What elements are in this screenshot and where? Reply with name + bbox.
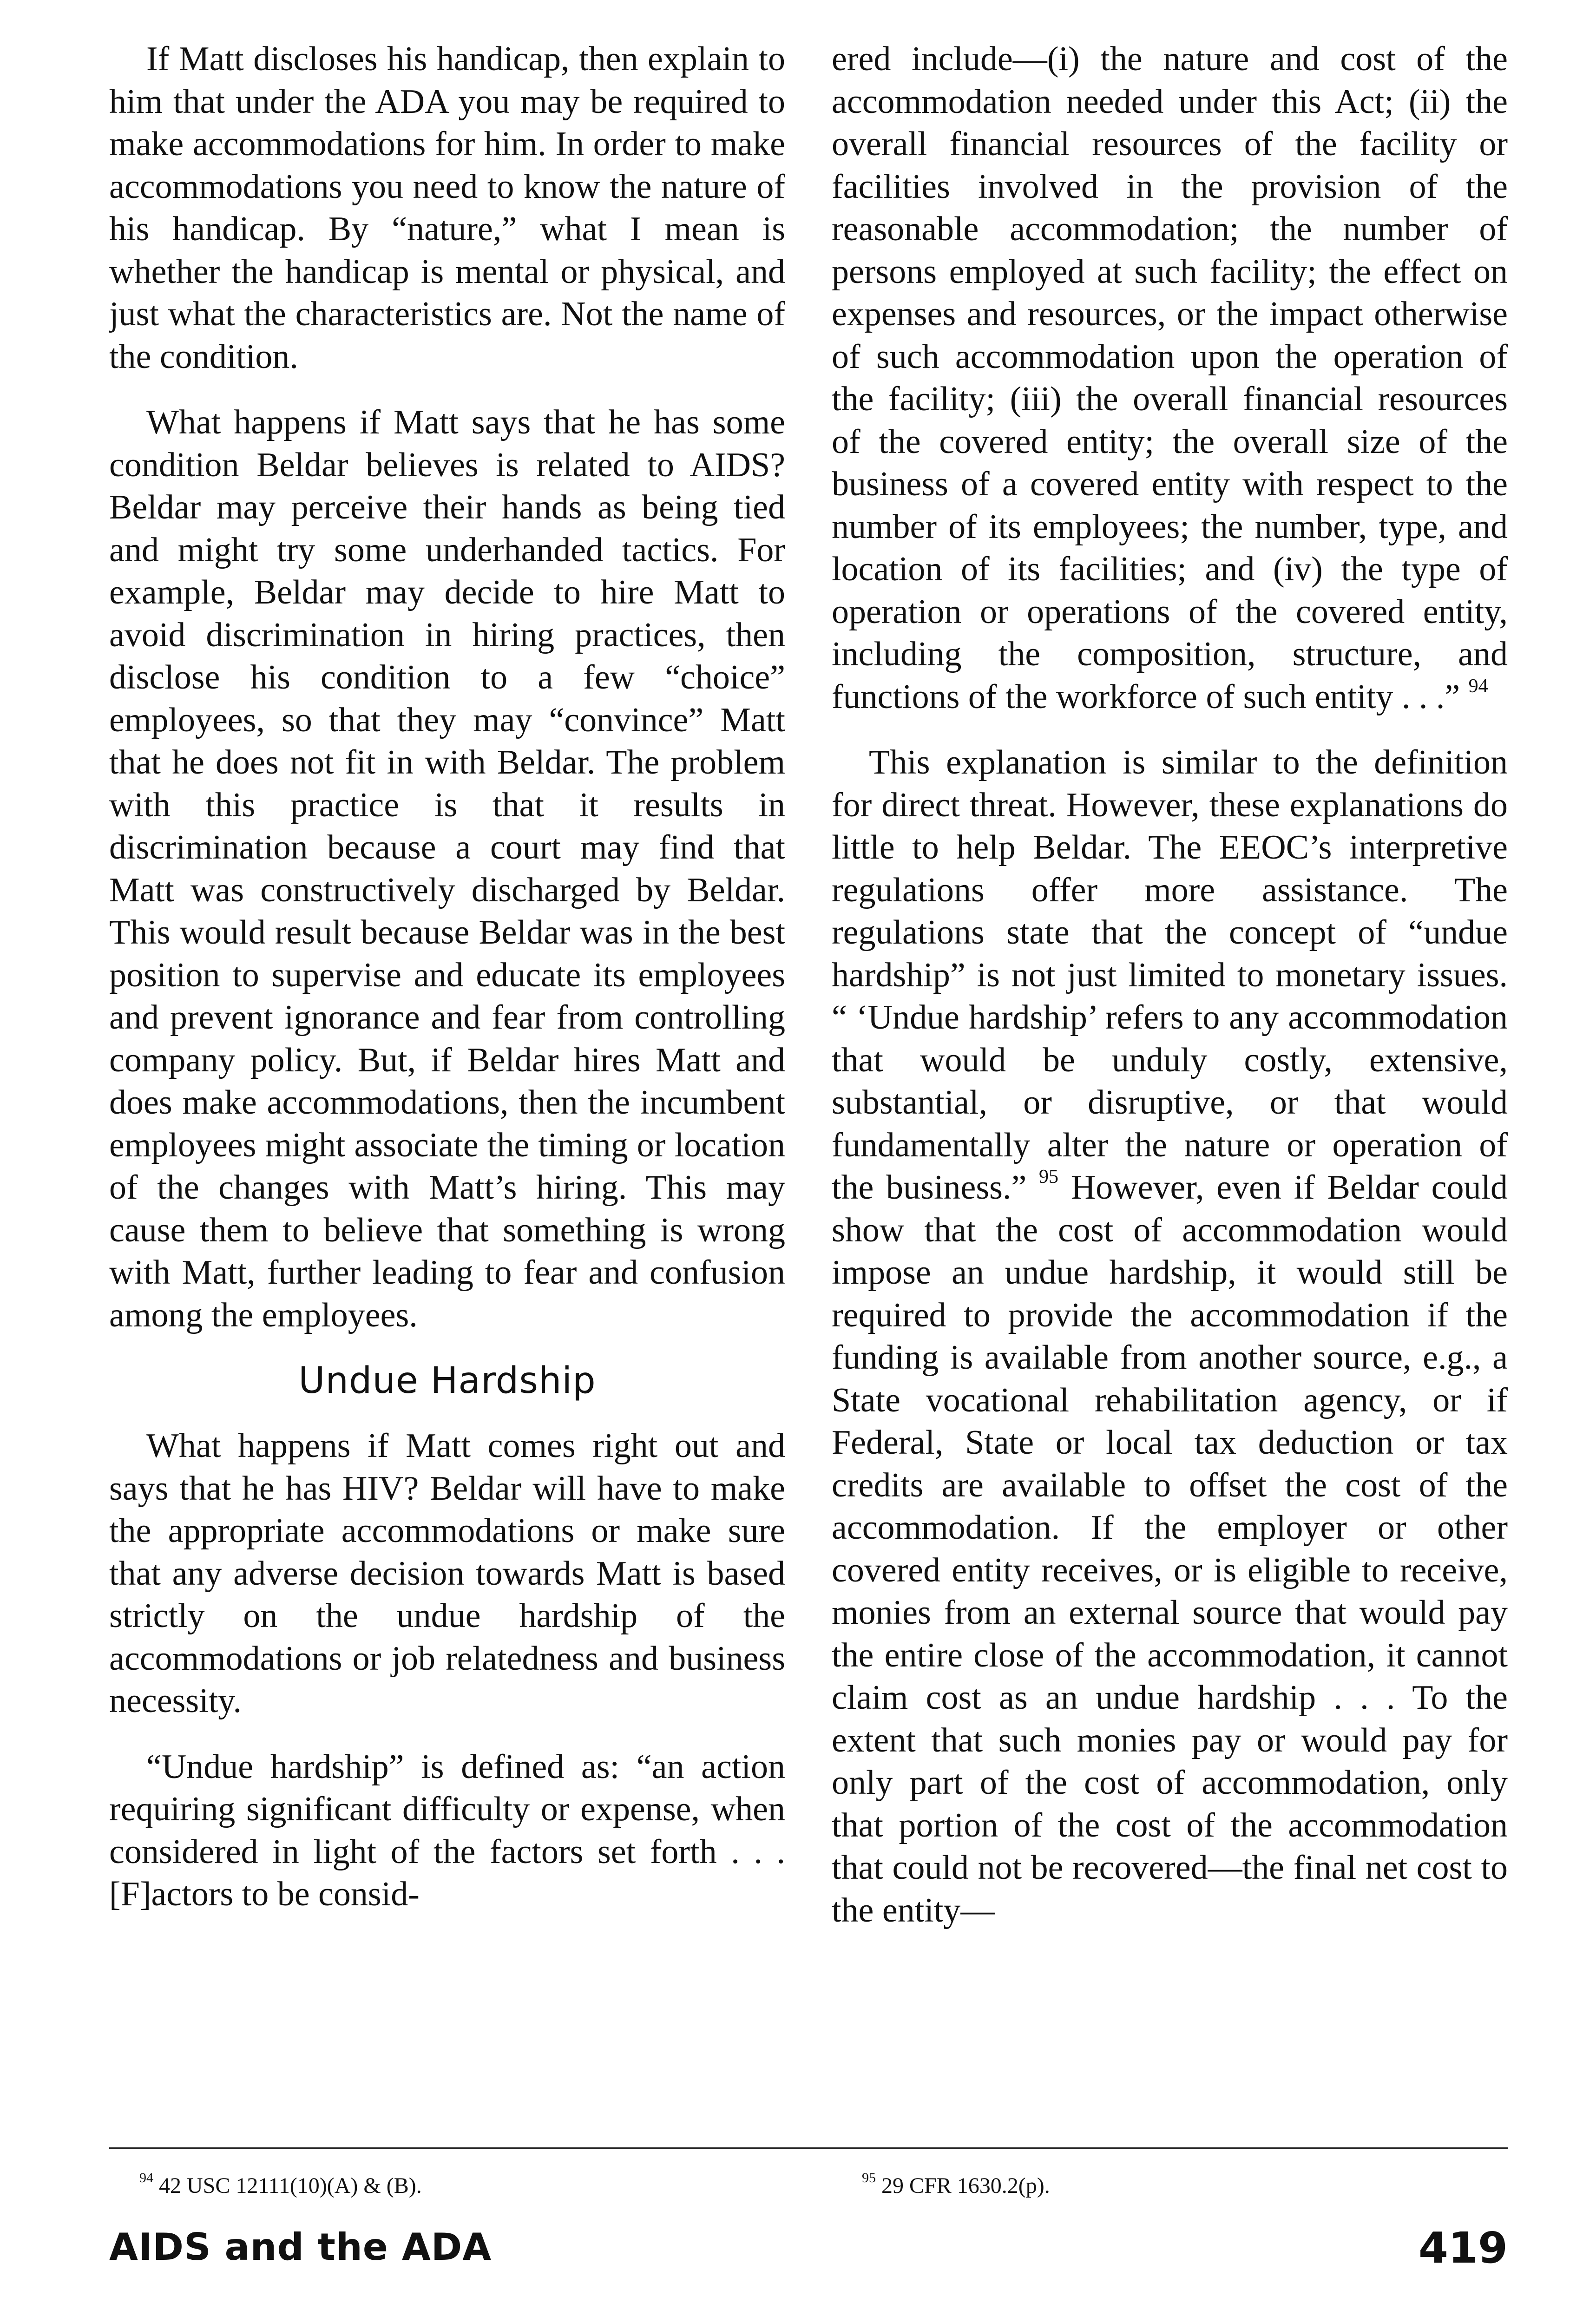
footnote-text: 29 CFR 1630.2(p).	[881, 2173, 1050, 2198]
paragraph: What happens if Matt comes right out and says that he has HIV? Beldar will have to make the appropriate accommodations or make sure that any adverse decision towards Matt is based strictly on the undue hardship of the accommodations or job relatedness and business necessity.	[109, 1427, 785, 1720]
footnote-95	[862, 2172, 1050, 2200]
right-column	[832, 38, 1508, 2147]
running-footer-title: AIDS and the ADA	[109, 2225, 492, 2269]
page-number: 419	[1418, 2223, 1508, 2273]
footnote-number: 95	[862, 2170, 876, 2185]
footnote-ref: 95	[1039, 1166, 1059, 1188]
paragraph-text: However, even if Beldar could show that the cost of accommodation would impose an undue hardship, it would still be required to provide the accommodation if the funding is available from another source, e.g., a State vocational rehabilitation agency, or if Federal, State or local tax deduction or tax credits are available to offset the cost of the accommodation. If the employer or other covered entity receives, or is eligible to receive, monies from an external source that would pay the entire close of the accommodation, it cannot claim cost as an undue hardship . . . To the extent that such monies pay or would pay for only part of the cost of accommodation, only that portion of the cost of the accommodation that could not be recovered—the final net cost to the entity—	[832, 1168, 1508, 1929]
footnote-text: 42 USC 12111(10)(A) & (B).	[159, 2173, 422, 2198]
section-heading: Undue Hardship	[298, 1360, 596, 1402]
footnote-number: 94	[139, 2170, 153, 2185]
left-column	[109, 38, 785, 2147]
paragraph-continued	[832, 38, 1508, 718]
paragraph: “Undue hardship” is defined as: “an action requiring significant difficulty or expense, when considered in light of the factors set forth . . . [F]actors to be consid-	[109, 1747, 785, 1913]
paragraph: If Matt discloses his handicap, then explain to him that under the ADA you may be required to make accommodations for him. In order to make accommodations you need to know the nature of his handicap. By “nature,” what I mean is whether the handicap is mental or physical, and just what the characteristics are. Not the name of the condition.	[109, 40, 785, 376]
footnote-94	[139, 2172, 422, 2200]
paragraph-text: ered include—(i) the nature and cost of the accommodation needed under this Act; (ii) the overall financial resources of the facility or facilities involved in the provision of the reasonable accommodation; the number of persons employed at such facility; the effect on expenses and resources, or the impact otherwise of such accommodation upon the operation of the facility; (iii) the overall financial resources of the covered entity; the overall size of the business of a covered entity with respect to the number of its employees; the number, type, and location of its facilities; and (iv) the type of operation or operations of the covered entity, including the composition, structure, and functions of the workforce of such entity . . .”	[832, 40, 1508, 716]
paragraph	[832, 742, 1508, 1932]
footnote-ref: 94	[1468, 675, 1488, 697]
footnote-divider	[109, 2147, 1508, 2149]
paragraph-text: This explanation is similar to the definition for direct threat. However, these explanations do little to help Beldar. The EEOC’s interpretive regulations offer more assistance. The regulations state that the concept of “undue hardship” is not just limited to monetary issues. “ ‘Undue hardship’ refers to any accommodation that would be unduly costly, extensive, substantial, or disruptive, or that would fundamentally alter the nature or operation of the business.”	[832, 743, 1508, 1207]
paragraph: What happens if Matt says that he has some condition Beldar believes is related to AIDS? Beldar may perceive their hands as being tied and might try some underhanded tactics. For example, Beldar may decide to hire Matt to avoid discrimination in hiring practices, then disclose his condition to a few “choice” employees, so that they may “convince” Matt that he does not fit in with Beldar. The problem with this practice is that it results in discrimination because a court may find that Matt was constructively discharged by Beldar. This would result because Beldar was in the best position to supervise and educate its employees and prevent ignorance and fear from controlling company policy. But, if Beldar hires Matt and does make accommodations, then the incumbent employees might associate the timing or location of the changes with Matt’s hiring. This may cause them to believe that something is wrong with Matt, further leading to fear and confusion among the employees.	[109, 403, 785, 1334]
